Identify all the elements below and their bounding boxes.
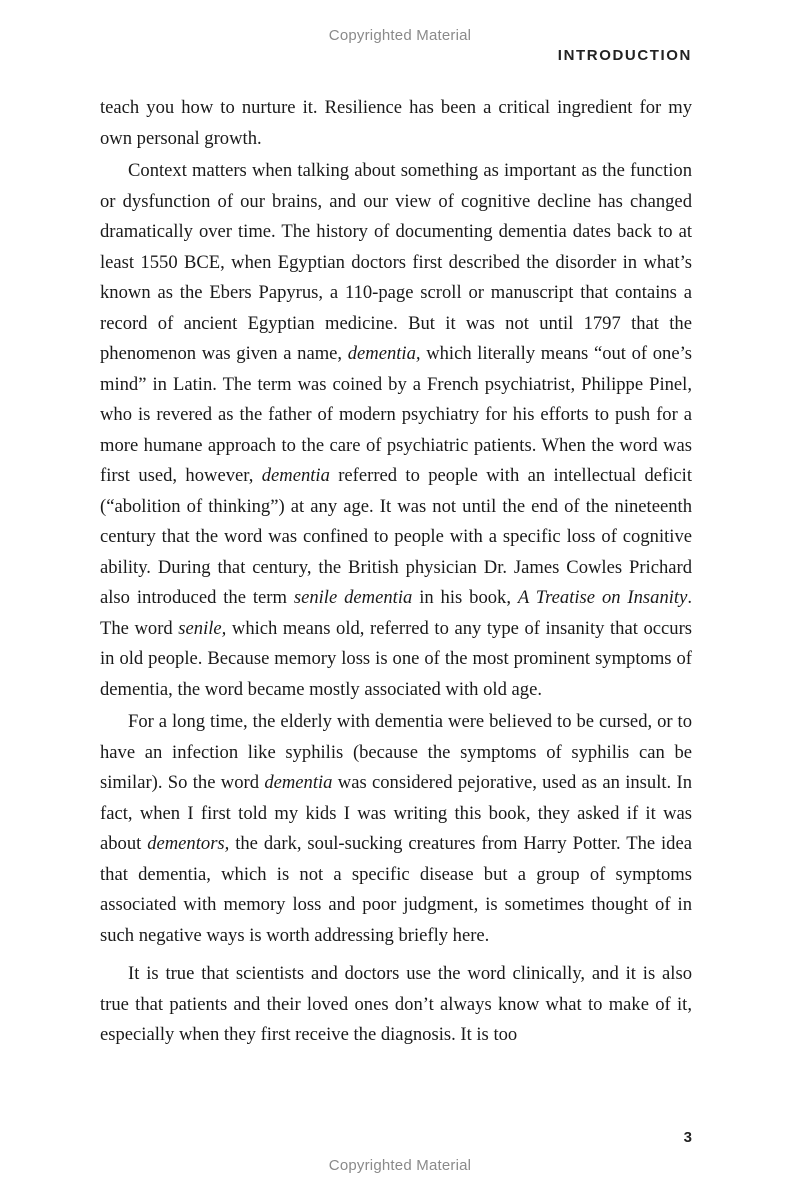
paragraph-2-text-c: which literally means “out of one’s mind” in Latin. The term was coined by a French psychiatrist, Philippe Pinel, who is revered as the father of modern psychiatry for his efforts to push for a more humane approach to the care of psychiatric patients. When the word was first used, however, <box>100 343 693 486</box>
paragraph-2 <box>100 156 692 705</box>
paragraph-4: It is true that scientists and doctors use the word clinically, and it is also true that patients and their loved ones don’t always know what to make of it, especially when they first receive the diagnosis. It is too <box>100 963 692 1045</box>
paragraph-1: teach you how to nurture it. Resilience has been a critical ingredient for my own personal growth. <box>100 97 692 149</box>
paragraph-3-italic-dementia: dementia <box>264 772 333 793</box>
paragraph-3-italic-dementors: dementors, <box>147 833 230 854</box>
paragraph-2-text-i: . The word <box>100 587 692 639</box>
copyright-watermark-top: Copyrighted Material <box>328 27 472 44</box>
paragraph-2-text-g: in his book, <box>412 587 518 608</box>
paragraph-2-italic-senile-dementia: senile dementia <box>293 587 413 608</box>
paragraph-3-text-a: For a long time, the elderly with dementia were believed to be cursed, or to have an infection like syphilis (because the symptoms of syphilis can be similar). So the word <box>100 711 692 793</box>
paragraph-2-italic-dementia: dementia, <box>347 343 421 364</box>
paragraph-2-italic-senile: senile, <box>178 617 227 639</box>
page-number: 3 <box>683 1129 692 1146</box>
copyright-watermark-bottom: Copyrighted Material <box>328 1157 472 1174</box>
paragraph-3-text-e: the dark, soul-sucking creatures from Harry Potter. The idea that dementia, which is not a specific disease but a group of symptoms associated with memory loss and poor judgment, is sometimes thought of in such negative ways is worth addressing briefly here. <box>100 833 692 946</box>
paragraph-3 <box>100 707 692 951</box>
paragraph-2-text-k: which means old, referred to any type of insanity that occurs in old people. Because memory loss is one of the most prominent symptoms of dementia, the word became mostly associated with old age. <box>100 617 693 700</box>
paragraph-2-text-e: referred to people with an intellectual deficit (“abolition of thinking”) at any age. It was not until the end of the nineteenth century that the word was confined to people with a specific loss of cognitive ability. During that century, the British physician Dr. James Cowles Prichard also introduced the term <box>100 465 692 608</box>
running-head: INTRODUCTION <box>557 47 692 64</box>
body-text <box>100 93 692 1053</box>
paragraph-2-italic-book-title: A Treatise on Insanity <box>517 587 688 608</box>
paragraph-2-text-a: Context matters when talking about something as important as the function or dysfunction of our brains, and our view of cognitive decline has changed dramatically over time. The history of documenting dementia dates back to at least 1550 BCE, when Egyptian doctors first described the disorder in what’s known as the Ebers Papyrus, a 110-page scroll or manuscript that contains a record of ancient Egyptian medicine. But it was not until 1797 that the phenomenon was given a name, <box>100 160 692 364</box>
paragraph-3-text-c: was considered pejorative, used as an insult. In fact, when I first told my kids I was writing this book, they asked if it was about <box>100 772 692 854</box>
paragraph-2-italic-dementia-2: dementia <box>261 465 330 486</box>
